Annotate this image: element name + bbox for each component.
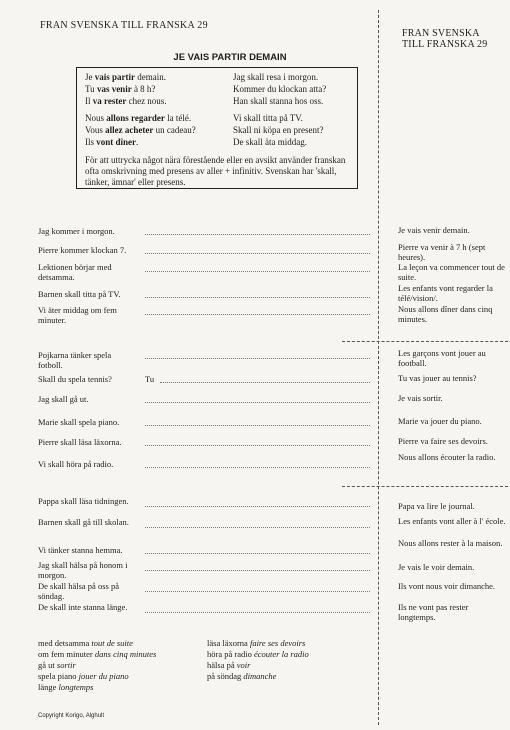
answer-line[interactable] (160, 382, 370, 383)
grammar-post: la télé. (164, 113, 192, 123)
vocab-sv: spela piano (38, 671, 77, 681)
vocab-sv: med detsamma (38, 638, 90, 648)
answer-line[interactable] (145, 445, 370, 446)
grammar-verb: va rester (92, 96, 127, 106)
answer-line[interactable] (145, 506, 370, 507)
grammar-verb: vont dîner (96, 137, 137, 147)
grammar-example-fr (85, 96, 167, 107)
answer-text: Nous allons écouter la radio. (398, 452, 496, 462)
vocab-sv: läsa läxorna (207, 638, 248, 648)
column-divider (378, 10, 379, 725)
answer-text: Ils vont nous voir dimanche. (398, 581, 496, 591)
grammar-verb: allez acheter (105, 125, 154, 135)
grammar-post: chez nous. (126, 96, 167, 106)
grammar-verb: vais partir (94, 72, 135, 82)
vocab-item (207, 660, 250, 670)
answer-title-line-2: TILL FRANSKA 29 (402, 39, 488, 50)
answer-line[interactable] (145, 358, 370, 359)
vocab-item (38, 649, 156, 659)
grammar-pre: Tu (85, 84, 97, 94)
grammar-example-sv: Skall ni köpa en present? (233, 125, 324, 135)
answer-text: Les enfants vont regarder la télé/vision/. (398, 283, 493, 303)
vocab-item (207, 638, 305, 648)
vocab-item (38, 660, 76, 670)
section-title: JE VAIS PARTIR DEMAIN (173, 52, 287, 63)
grammar-pre: Nous (85, 113, 107, 123)
answer-line[interactable] (145, 271, 370, 272)
vocab-sv: gå ut (38, 660, 55, 670)
grammar-post: . (136, 137, 139, 147)
vocab-item (38, 682, 94, 692)
answer-column-title (402, 28, 502, 50)
answer-text: Je vais venir demain. (398, 225, 470, 235)
exercise-prompt: Barnen skall gå till skolan. (38, 517, 129, 527)
vocab-sv: om fem minuter (38, 649, 93, 659)
page-title-text: FRAN SVENSKA TILL FRANSKA (40, 20, 195, 31)
vocab-sv: länge (38, 682, 57, 692)
grammar-pre: Je (85, 72, 95, 82)
grammar-example-sv: De skall äta middag. (233, 137, 307, 147)
exercise-prompt: Jag kommer i morgon. (38, 226, 115, 236)
exercise-prompt: Pierre skall läsa läxorna. (38, 437, 122, 447)
answer-text: La leçon va commencer tout de suite. (398, 262, 505, 282)
grammar-pre: Il (85, 96, 93, 106)
exercise-prompt: De skall inte stanna länge. (38, 602, 128, 612)
grammar-verb: vas venir (96, 84, 132, 94)
vocab-fr: longtemps (58, 682, 94, 692)
answer-text: Nous allons rester à la maison. (398, 538, 503, 548)
exercise-prompt: Pierre kommer klockan 7. (38, 245, 127, 255)
prefilled-answer: Tu (145, 374, 155, 384)
answer-line[interactable] (145, 612, 370, 613)
answer-text: Marie va jouer du piano. (398, 416, 482, 426)
exercise-prompt: Skall du spela tennis? (38, 374, 112, 384)
answer-line[interactable] (145, 402, 370, 403)
vocab-sv: på söndag (207, 671, 242, 681)
answer-line[interactable] (145, 553, 370, 554)
answer-text: Nous allons dîner dans cinq minutes. (398, 304, 493, 324)
answer-line[interactable] (145, 297, 370, 298)
exercise-prompt: Vi äter middag om fem minuter. (38, 305, 117, 325)
exercise-prompt: Jag skall gå ut. (38, 394, 89, 404)
answer-text: Tu vas jouer au tennis? (398, 373, 477, 383)
exercise-prompt: Marie skall spela piano. (38, 417, 120, 427)
answer-line[interactable] (145, 314, 370, 315)
vocab-fr: tout de suite (91, 638, 133, 648)
grammar-example-fr (85, 72, 166, 83)
grammar-pre: Ils (85, 137, 97, 147)
grammar-note: För att uttrycka något nära förestående eller en avsikt använder franskan ofta omskrivning med presens av aller + infinitiv. Svenskan har 'skall, tänker, ämnar' eller presens. (85, 155, 346, 187)
answer-text: Les garçons vont jouer au football. (398, 348, 486, 368)
vocab-fr: dimanche (243, 671, 277, 681)
exercise-prompt: Pojkarna tänker spela fotboll. (38, 350, 112, 370)
grammar-example-fr (85, 84, 155, 95)
answer-line[interactable] (145, 527, 370, 528)
grammar-example-fr (85, 113, 191, 124)
grammar-pre: Vous (85, 125, 106, 135)
grammar-example-sv: Han skall stanna hos oss. (233, 96, 324, 106)
vocab-fr: faire ses devoirs (249, 638, 306, 648)
exercise-prompt: Pappa skall läsa tidningen. (38, 496, 129, 506)
answer-title-line-1: FRAN SVENSKA (402, 28, 480, 39)
vocab-fr: jouer du piano (78, 671, 129, 681)
vocab-item (38, 671, 129, 681)
answer-line[interactable] (145, 591, 370, 592)
page-title (40, 20, 208, 31)
vocab-item (207, 649, 309, 659)
answer-text: Je vais sortir. (398, 393, 443, 403)
grammar-post: demain. (135, 72, 166, 82)
page-number: 29 (197, 20, 208, 31)
vocab-fr: écouter la radio (253, 649, 309, 659)
exercise-prompt: Jag skall hälsa på honom i morgon. (38, 560, 128, 580)
grammar-example-sv: Kommer du klockan atta? (233, 84, 327, 94)
grammar-example-fr (85, 137, 138, 148)
exercise-prompt: Lektionen börjar med detsamma. (38, 262, 112, 282)
grammar-example-sv: Vi skall titta på TV. (233, 113, 303, 123)
exercise-prompt: Vi skall höra på radio. (38, 459, 114, 469)
grammar-post: à 8 h? (131, 84, 156, 94)
exercise-prompt: Barnen skall titta på TV. (38, 289, 121, 299)
answer-text: Pierre va faire ses devoirs. (398, 436, 488, 446)
grammar-example-fr (85, 125, 196, 136)
vocab-sv: hälsa på (207, 660, 235, 670)
answer-line[interactable] (145, 467, 370, 468)
answer-line[interactable] (145, 253, 370, 254)
grammar-example-sv: Jag skall resa i morgon. (233, 72, 319, 82)
vocab-sv: höra på radio (207, 649, 252, 659)
exercise-prompt: Vi tänker stanna hemma. (38, 545, 123, 555)
answer-text: Les enfants vont aller à l' école. (398, 516, 506, 526)
answer-line[interactable] (145, 570, 370, 571)
answer-text: Papa va lire le journal. (398, 501, 475, 511)
answer-line[interactable] (145, 234, 370, 235)
grammar-verb: allons regarder (106, 113, 165, 123)
vocab-fr: dans cinq minutes (94, 649, 157, 659)
answer-text: Ils ne vont pas rester longtemps. (398, 602, 469, 622)
vocab-item (38, 638, 133, 648)
section-divider (342, 341, 508, 342)
answer-line[interactable] (145, 425, 370, 426)
vocab-fr: voir (236, 660, 251, 670)
answer-text: Je vais le voir demain. (398, 562, 475, 572)
copyright: Copyright Korigo, Alghult (38, 713, 105, 719)
grammar-post: un cadeau? (153, 125, 196, 135)
vocab-fr: sortir (56, 660, 76, 670)
vocab-item (207, 671, 276, 681)
section-divider (342, 486, 508, 487)
exercise-prompt: De skall hälsa på oss på söndag. (38, 581, 119, 601)
answer-text: Pierre va venir à 7 h (sept heures). (398, 242, 486, 262)
